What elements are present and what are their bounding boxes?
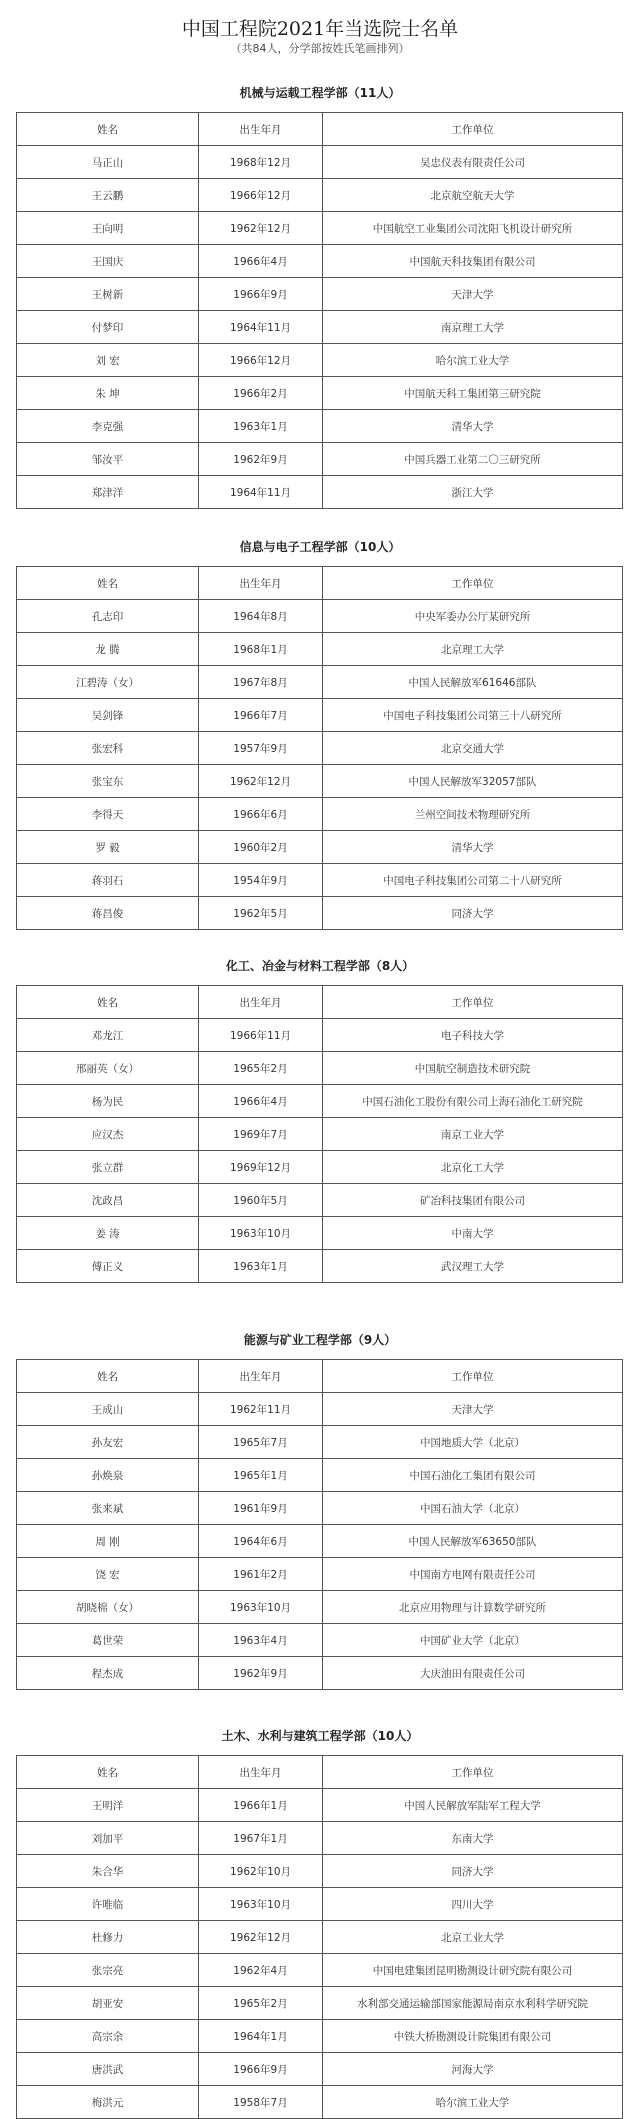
birth-cell: 1962年12月 [199,212,323,245]
section-title: 土木、水利与建筑工程学部（10人） [221,1729,419,1743]
table-row [17,1954,623,1987]
employer-cell: 中国地质大学（北京） [323,1426,623,1459]
birth-cell: 1960年5月 [199,1184,323,1217]
employer-cell: 中国航天科技集团有限公司 [323,245,623,278]
name-cell: 刘加平 [17,1822,199,1855]
birth-cell: 1967年8月 [199,666,323,699]
table-row [17,897,623,930]
column-header: 出生年月 [199,1756,323,1789]
name-cell: 张宏科 [17,732,199,765]
employer-cell: 中国石油化工股份有限公司上海石油化工研究院 [323,1085,623,1118]
table-row [17,1558,623,1591]
name-cell: 姜 涛 [17,1217,199,1250]
birth-cell: 1966年9月 [199,278,323,311]
birth-cell: 1964年8月 [199,600,323,633]
table-row [17,732,623,765]
section-title: 能源与矿业工程学部（9人） [243,1333,397,1347]
birth-cell: 1962年10月 [199,1855,323,1888]
employer-cell: 中国人民解放军63650部队 [323,1525,623,1558]
name-cell: 李得天 [17,798,199,831]
birth-cell: 1966年4月 [199,245,323,278]
table-row [17,344,623,377]
birth-cell: 1962年9月 [199,1657,323,1690]
member-table [16,112,623,509]
birth-cell: 1969年12月 [199,1151,323,1184]
birth-cell: 1966年2月 [199,377,323,410]
table-row [17,443,623,476]
column-header: 姓名 [17,567,199,600]
table-row [17,633,623,666]
name-cell: 王向明 [17,212,199,245]
employer-cell: 中国电子科技集团公司第三十八研究所 [323,699,623,732]
member-table [16,1755,623,2119]
name-cell: 孙焕泉 [17,1459,199,1492]
name-cell: 郑津洋 [17,476,199,509]
table-row [17,1085,623,1118]
birth-cell: 1962年5月 [199,897,323,930]
table-row [17,1184,623,1217]
section-title: 机械与运载工程学部（11人） [239,86,401,100]
name-cell: 王国庆 [17,245,199,278]
employer-cell: 北京航空航天大学 [323,179,623,212]
name-cell: 朱合华 [17,1855,199,1888]
employer-cell: 中国石油化工集团有限公司 [323,1459,623,1492]
table-header-row [17,1756,623,1789]
name-cell: 刘 宏 [17,344,199,377]
table-row [17,1921,623,1954]
birth-cell: 1964年11月 [199,311,323,344]
employer-cell: 清华大学 [323,410,623,443]
birth-cell: 1965年7月 [199,1426,323,1459]
column-header: 工作单位 [323,986,623,1019]
birth-cell: 1964年6月 [199,1525,323,1558]
table-row [17,179,623,212]
column-header: 出生年月 [199,567,323,600]
table-row [17,245,623,278]
page-subtitle: （共84人，分学部按姓氏笔画排列） [230,42,410,55]
employer-cell: 天津大学 [323,278,623,311]
section-1 [0,536,640,930]
employer-cell: 同济大学 [323,1855,623,1888]
employer-cell: 吴忠仪表有限责任公司 [323,146,623,179]
employer-cell: 北京化工大学 [323,1151,623,1184]
name-cell: 王成山 [17,1393,199,1426]
employer-cell: 中国南方电网有限责任公司 [323,1558,623,1591]
birth-cell: 1963年10月 [199,1888,323,1921]
column-header: 姓名 [17,113,199,146]
name-cell: 高宗余 [17,2020,199,2053]
name-cell: 张立群 [17,1151,199,1184]
employer-cell: 北京交通大学 [323,732,623,765]
birth-cell: 1968年12月 [199,146,323,179]
column-header: 工作单位 [323,567,623,600]
table-row [17,1822,623,1855]
name-cell: 孔志印 [17,600,199,633]
member-table [16,985,623,1283]
column-header: 姓名 [17,986,199,1019]
employer-cell: 中国电子科技集团公司第二十八研究所 [323,864,623,897]
birth-cell: 1966年7月 [199,699,323,732]
name-cell: 梅洪元 [17,2086,199,2119]
section-title: 信息与电子工程学部（10人） [239,540,401,554]
member-table [16,1359,623,1690]
page-title: 中国工程院2021年当选院士名单 [181,18,459,40]
birth-cell: 1963年1月 [199,1250,323,1283]
employer-cell: 中国人民解放军61646部队 [323,666,623,699]
employer-cell: 武汉理工大学 [323,1250,623,1283]
birth-cell: 1966年12月 [199,179,323,212]
employer-cell: 北京应用物理与计算数学研究所 [323,1591,623,1624]
birth-cell: 1965年2月 [199,1987,323,2020]
employer-cell: 中央军委办公厅某研究所 [323,600,623,633]
birth-cell: 1966年4月 [199,1085,323,1118]
column-header: 姓名 [17,1756,199,1789]
birth-cell: 1964年11月 [199,476,323,509]
table-header-row [17,113,623,146]
employer-cell: 哈尔滨工业大学 [323,344,623,377]
table-row [17,212,623,245]
birth-cell: 1958年7月 [199,2086,323,2119]
employer-cell: 东南大学 [323,1822,623,1855]
name-cell: 程杰成 [17,1657,199,1690]
table-row [17,1019,623,1052]
employer-cell: 河海大学 [323,2053,623,2086]
table-row [17,1624,623,1657]
name-cell: 饶 宏 [17,1558,199,1591]
name-cell: 应汉杰 [17,1118,199,1151]
table-row [17,311,623,344]
column-header: 姓名 [17,1360,199,1393]
name-cell: 张宗亮 [17,1954,199,1987]
birth-cell: 1962年12月 [199,765,323,798]
name-cell: 朱 坤 [17,377,199,410]
birth-cell: 1961年9月 [199,1492,323,1525]
name-cell: 许唯临 [17,1888,199,1921]
birth-cell: 1966年12月 [199,344,323,377]
table-row [17,2020,623,2053]
table-row [17,2086,623,2119]
section-0 [0,82,640,509]
table-row [17,600,623,633]
section-title: 化工、冶金与材料工程学部（8人） [225,959,415,973]
section-2 [0,955,640,1283]
name-cell: 胡晓棉（女） [17,1591,199,1624]
column-header: 出生年月 [199,1360,323,1393]
name-cell: 杨为民 [17,1085,199,1118]
employer-cell: 南京理工大学 [323,311,623,344]
employer-cell: 清华大学 [323,831,623,864]
name-cell: 傅正义 [17,1250,199,1283]
table-row [17,765,623,798]
table-row [17,699,623,732]
table-row [17,666,623,699]
table-header-row [17,567,623,600]
birth-cell: 1963年10月 [199,1217,323,1250]
name-cell: 江碧涛（女） [17,666,199,699]
birth-cell: 1962年4月 [199,1954,323,1987]
table-header-row [17,986,623,1019]
employer-cell: 水利部交通运输部国家能源局南京水利科学研究院 [323,1987,623,2020]
employer-cell: 四川大学 [323,1888,623,1921]
name-cell: 唐洪武 [17,2053,199,2086]
employer-cell: 兰州空间技术物理研究所 [323,798,623,831]
name-cell: 王树新 [17,278,199,311]
table-row [17,476,623,509]
employer-cell: 中国矿业大学（北京） [323,1624,623,1657]
name-cell: 邓龙江 [17,1019,199,1052]
name-cell: 胡亚安 [17,1987,199,2020]
column-header: 出生年月 [199,986,323,1019]
name-cell: 蒋羽石 [17,864,199,897]
birth-cell: 1960年2月 [199,831,323,864]
table-row [17,1492,623,1525]
name-cell: 孙友宏 [17,1426,199,1459]
birth-cell: 1966年1月 [199,1789,323,1822]
table-row [17,1789,623,1822]
table-row [17,1052,623,1085]
column-header: 出生年月 [199,113,323,146]
birth-cell: 1965年1月 [199,1459,323,1492]
table-row [17,1250,623,1283]
birth-cell: 1961年2月 [199,1558,323,1591]
table-row [17,377,623,410]
employer-cell: 中国航空工业集团公司沈阳飞机设计研究所 [323,212,623,245]
birth-cell: 1954年9月 [199,864,323,897]
name-cell: 王明洋 [17,1789,199,1822]
name-cell: 杜修力 [17,1921,199,1954]
birth-cell: 1966年9月 [199,2053,323,2086]
birth-cell: 1964年1月 [199,2020,323,2053]
employer-cell: 浙江大学 [323,476,623,509]
birth-cell: 1962年12月 [199,1921,323,1954]
table-row [17,146,623,179]
column-header: 工作单位 [323,1360,623,1393]
employer-cell: 中铁大桥勘测设计院集团有限公司 [323,2020,623,2053]
birth-cell: 1962年9月 [199,443,323,476]
birth-cell: 1963年4月 [199,1624,323,1657]
name-cell: 邢丽英（女） [17,1052,199,1085]
employer-cell: 中国兵器工业第二〇三研究所 [323,443,623,476]
birth-cell: 1962年11月 [199,1393,323,1426]
employer-cell: 电子科技大学 [323,1019,623,1052]
birth-cell: 1957年9月 [199,732,323,765]
name-cell: 周 刚 [17,1525,199,1558]
table-row [17,1855,623,1888]
name-cell: 沈政昌 [17,1184,199,1217]
employer-cell: 同济大学 [323,897,623,930]
table-row [17,1217,623,1250]
birth-cell: 1963年10月 [199,1591,323,1624]
name-cell: 马正山 [17,146,199,179]
birth-cell: 1969年7月 [199,1118,323,1151]
employer-cell: 南京工业大学 [323,1118,623,1151]
name-cell: 李克强 [17,410,199,443]
table-row [17,1591,623,1624]
employer-cell: 中国人民解放军陆军工程大学 [323,1789,623,1822]
employer-cell: 天津大学 [323,1393,623,1426]
name-cell: 蒋昌俊 [17,897,199,930]
name-cell: 张宝东 [17,765,199,798]
table-row [17,1118,623,1151]
table-row [17,1525,623,1558]
column-header: 工作单位 [323,1756,623,1789]
name-cell: 龙 腾 [17,633,199,666]
table-row [17,410,623,443]
table-row [17,1151,623,1184]
table-row [17,864,623,897]
table-header-row [17,1360,623,1393]
birth-cell: 1968年1月 [199,633,323,666]
table-row [17,2053,623,2086]
column-header: 工作单位 [323,113,623,146]
birth-cell: 1963年1月 [199,410,323,443]
name-cell: 张来斌 [17,1492,199,1525]
employer-cell: 矿冶科技集团有限公司 [323,1184,623,1217]
section-3 [0,1329,640,1690]
name-cell: 付梦印 [17,311,199,344]
member-table [16,566,623,930]
employer-cell: 中国电建集团昆明勘测设计研究院有限公司 [323,1954,623,1987]
section-4 [0,1725,640,2119]
birth-cell: 1966年6月 [199,798,323,831]
table-row [17,1459,623,1492]
employer-cell: 中国石油大学（北京） [323,1492,623,1525]
employer-cell: 中国航天科工集团第三研究院 [323,377,623,410]
birth-cell: 1965年2月 [199,1052,323,1085]
employer-cell: 中国人民解放军32057部队 [323,765,623,798]
employer-cell: 哈尔滨工业大学 [323,2086,623,2119]
employer-cell: 大庆油田有限责任公司 [323,1657,623,1690]
birth-cell: 1967年1月 [199,1822,323,1855]
employer-cell: 北京工业大学 [323,1921,623,1954]
name-cell: 邹汝平 [17,443,199,476]
name-cell: 葛世荣 [17,1624,199,1657]
name-cell: 王云鹏 [17,179,199,212]
table-row [17,1657,623,1690]
employer-cell: 中南大学 [323,1217,623,1250]
name-cell: 吴剑锋 [17,699,199,732]
table-row [17,1426,623,1459]
table-row [17,1987,623,2020]
table-row [17,798,623,831]
birth-cell: 1966年11月 [199,1019,323,1052]
table-row [17,831,623,864]
table-row [17,278,623,311]
name-cell: 罗 毅 [17,831,199,864]
employer-cell: 北京理工大学 [323,633,623,666]
table-row [17,1888,623,1921]
table-row [17,1393,623,1426]
employer-cell: 中国航空制造技术研究院 [323,1052,623,1085]
